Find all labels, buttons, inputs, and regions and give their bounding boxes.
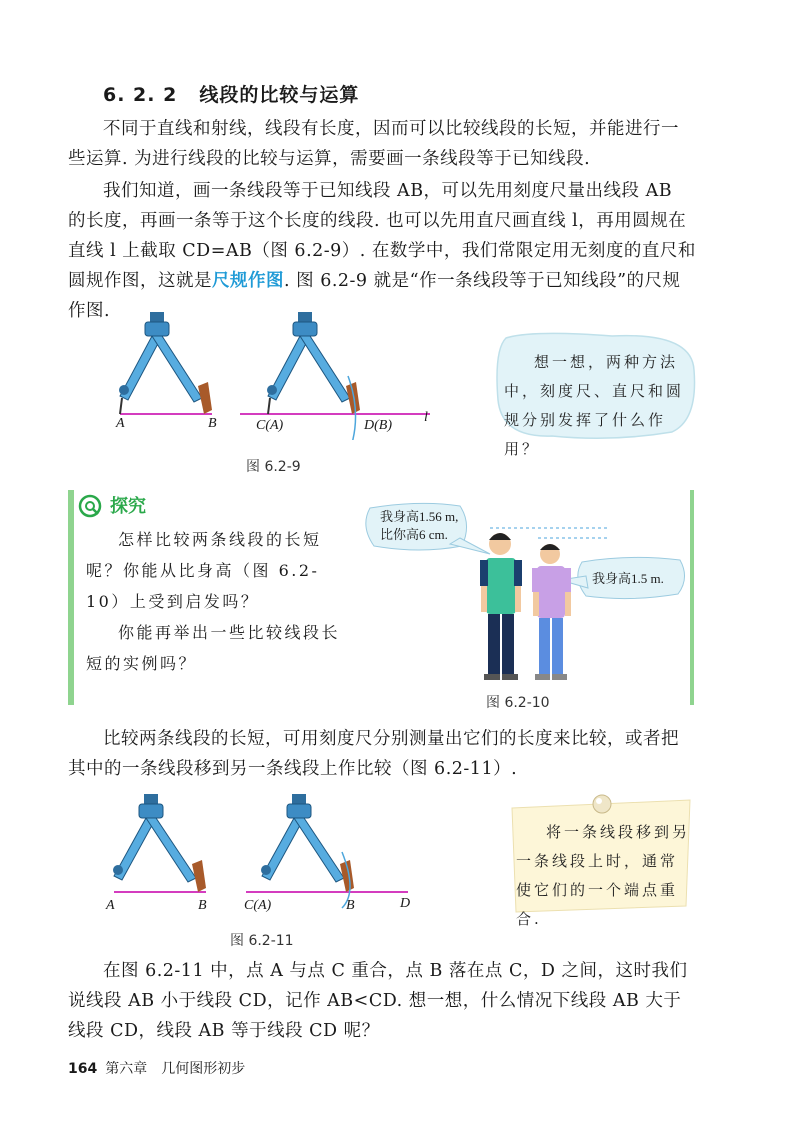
- page-number: 164: [68, 1061, 98, 1077]
- figure-6-2-11: [96, 792, 426, 912]
- pinned-note-text: 将一条线段移到另一条线段上时，通常使它们的一个端点重合.: [516, 823, 691, 928]
- explore-bar-right: [690, 490, 694, 705]
- label-a: A: [116, 416, 125, 431]
- explore-title: 探究: [110, 496, 146, 517]
- speech-bubble-right: 我身高1.5 m.: [592, 571, 664, 586]
- boy-short: [532, 544, 571, 680]
- paragraph-2-text-a: 我们知道，画一条线段等于已知线段 AB，可以先用刻度尺量出线段 AB 的长度，再画一条等于这个长度的线段. 也可以先用直尺画直线 l，再用圆规在直线 l 上截取 CD=AB（图 6.2-9）. 在数学中，我们常限定用无刻度的直尺和圆规作图，这就是: [68, 181, 696, 291]
- caption-6-2-11: 图 6.2-11: [230, 933, 294, 949]
- compass-3: [113, 794, 206, 892]
- label-db: D(B): [364, 418, 392, 433]
- paragraph-2-text-b: . 图 6.2-9 就是“作一条线段等于已知线段”的尺规作图.: [68, 271, 681, 321]
- chapter-title: 第六章 几何图形初步: [105, 1061, 246, 1077]
- section-number: 6. 2. 2: [103, 84, 178, 106]
- paragraph-1: 不同于直线和射线，线段有长度，因而可以比较线段的长短，并能进行一些运算. 为进行线段的比较与运算，需要画一条线段等于已知线段.: [68, 119, 679, 169]
- paragraph-3: 比较两条线段的长短，可用刻度尺分别测量出它们的长度来比较，或者把其中的一条线段移到另一条线段上作比较（图 6.2-11）.: [68, 729, 679, 779]
- label-b-2: B: [198, 898, 207, 913]
- caption-6-2-10: 图 6.2-10: [486, 695, 550, 711]
- think-note-text: 想一想，两种方法中，刻度尺、直尺和圆规分别发挥了什么作用？: [504, 353, 685, 458]
- keyword-ruler-compass: 尺规作图: [212, 271, 284, 291]
- speech-left-line-1: 我身高1.56 m,: [380, 509, 459, 524]
- paragraph-2: [68, 176, 696, 326]
- page-footer: [68, 1058, 245, 1078]
- compass-1: [119, 312, 212, 414]
- label-ca: C(A): [256, 418, 284, 433]
- caption-6-2-9: 图 6.2-9: [246, 459, 301, 475]
- compass-4: [246, 794, 408, 908]
- explore-question-1: 怎样比较两条线段的长短呢？你能从比身高（图 6.2-10）上受到启发吗？: [86, 530, 322, 611]
- explore-questions: [86, 524, 354, 679]
- explore-icon: [78, 494, 102, 518]
- label-a-2: A: [106, 898, 115, 913]
- speech-bubble-left: [380, 508, 458, 544]
- section-title: 线段的比较与运算: [199, 84, 360, 106]
- label-ca-2: C(A): [244, 898, 272, 913]
- label-b: B: [208, 416, 217, 431]
- label-b-3: B: [346, 898, 355, 913]
- label-d: D: [400, 896, 411, 911]
- section-heading: [103, 80, 359, 107]
- label-l: l: [424, 410, 428, 425]
- explore-question-2: 你能再举出一些比较线段长短的实例吗？: [86, 623, 341, 673]
- boy-tall: [480, 533, 522, 680]
- explore-bar-left: [68, 490, 74, 705]
- paragraph-4: 在图 6.2-11 中，点 A 与点 C 重合，点 B 落在点 C，D 之间，这时我们说线段 AB 小于线段 CD，记作 AB<CD. 想一想，什么情况下线段 AB 大于线段 CD，线段 AB 等于线段 CD 呢？: [68, 961, 688, 1041]
- speech-left-line-2: 比你高6 cm.: [380, 527, 448, 542]
